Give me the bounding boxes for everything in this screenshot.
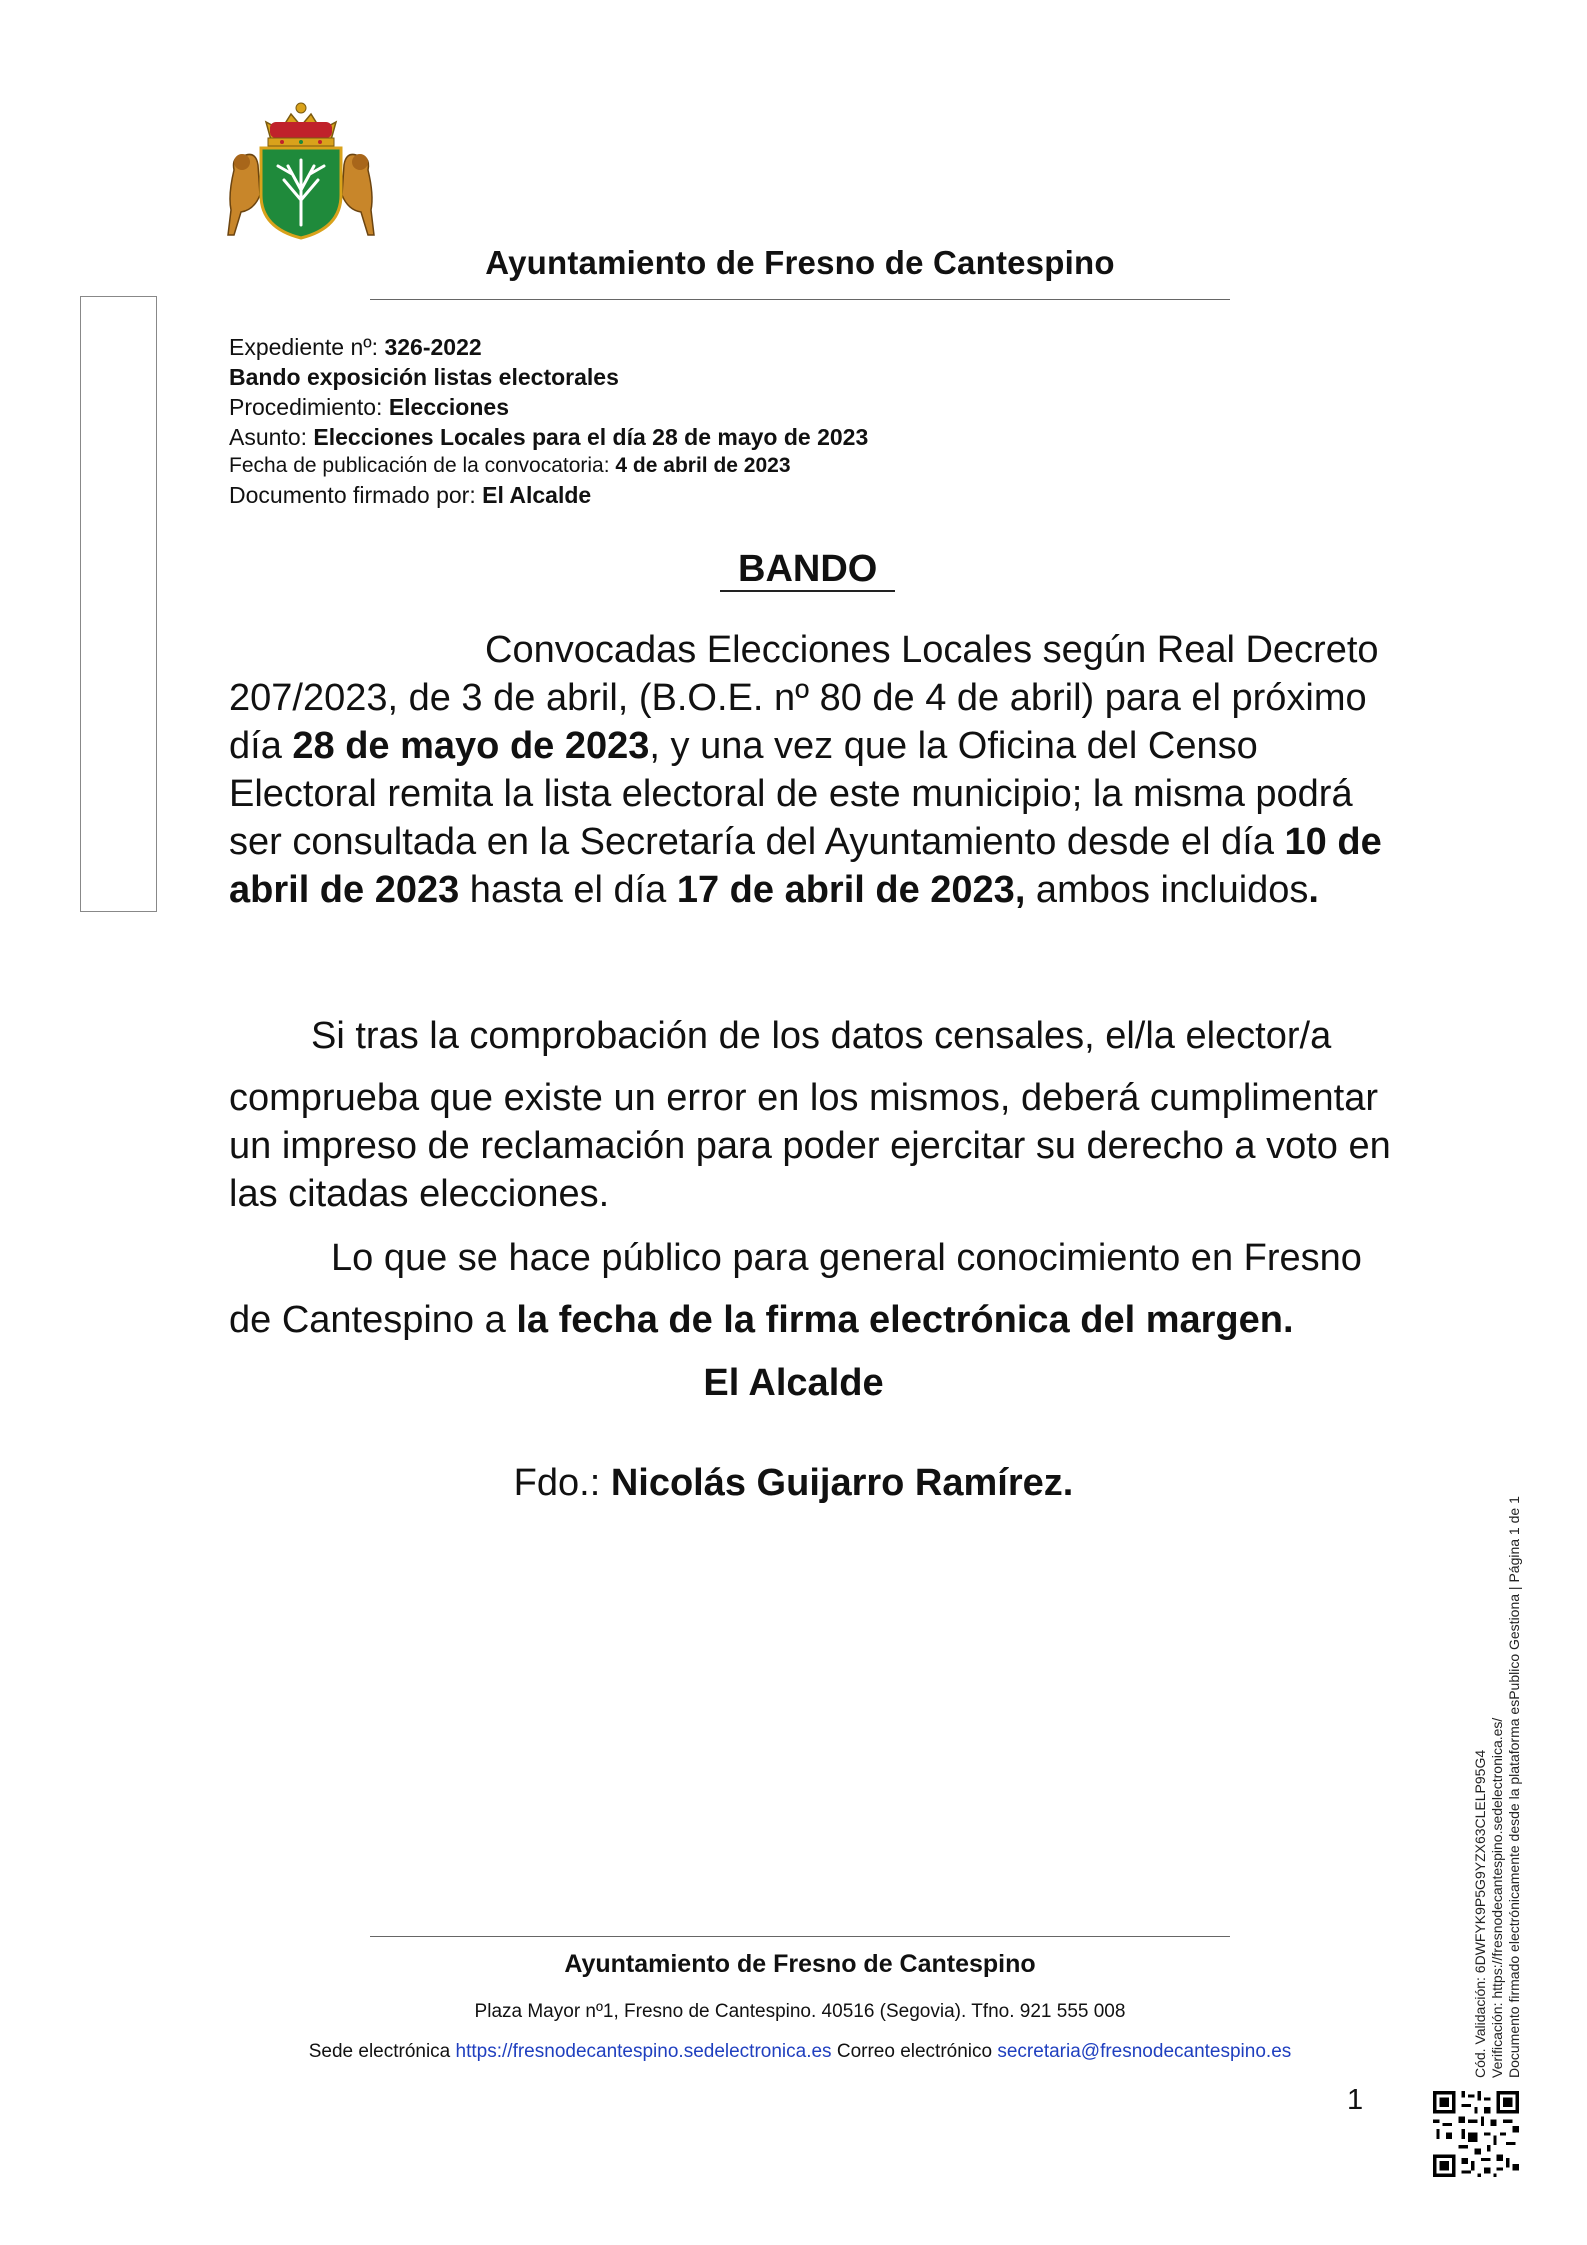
p2-rest: comprueba que existe un error en los mismos, deberá cumplimentar un impreso de reclamación para poder ejercitar su derecho a voto en las citadas elecciones. xyxy=(229,1077,1391,1215)
p1-text-c: hasta el día xyxy=(459,869,677,911)
meta-expediente-label: Expediente nº: xyxy=(229,334,385,360)
signature-name: Nicolás Guijarro Ramírez. xyxy=(610,1462,1074,1504)
meta-fecha-label: Fecha de publicación de la convocatoria: xyxy=(229,454,616,477)
footer-divider xyxy=(370,1936,1230,1937)
footer-sede-label: Sede electrónica xyxy=(308,2041,456,2062)
validation-url: Verificación: https://fresnodecantespino.sedelectronica.es/ xyxy=(1489,1717,1505,2078)
meta-bando-title xyxy=(229,362,868,392)
footer-correo-label: Correo electrónico xyxy=(831,2041,998,2062)
header-title: Ayuntamiento de Fresno de Cantespino xyxy=(485,244,1115,281)
p1-election-date: 28 de mayo de 2023 xyxy=(292,725,650,767)
signature-role: El Alcalde xyxy=(703,1362,884,1404)
bando-heading: BANDO xyxy=(720,548,895,592)
coat-of-arms-logo xyxy=(226,100,376,240)
paragraph-convocatoria xyxy=(229,626,1409,914)
page-number: 1 xyxy=(1347,2084,1364,2116)
meta-asunto-value: Elecciones Locales para el día 28 de mayo de 2023 xyxy=(313,424,869,450)
meta-procedimiento-value: Elecciones xyxy=(388,394,509,420)
meta-asunto-label: Asunto: xyxy=(229,424,314,450)
meta-procedimiento xyxy=(229,392,868,422)
p3-text-a: de Cantespino a xyxy=(229,1299,517,1341)
footer-address: Plaza Mayor nº1, Fresno de Cantespino. 40516 (Segovia). Tfno. 921 555 008 xyxy=(474,2001,1126,2022)
meta-firmado xyxy=(229,480,868,510)
footer-title: Ayuntamiento de Fresno de Cantespino xyxy=(564,1950,1036,1978)
p1-text-d: ambos incluidos xyxy=(1025,869,1309,911)
email-link[interactable]: secretaria@fresnodecantespino.es xyxy=(997,2041,1292,2062)
qr-code-icon xyxy=(1430,2088,1522,2180)
meta-asunto xyxy=(229,422,868,452)
signature-fdo-label: Fdo.: xyxy=(513,1462,611,1504)
bando-heading-wrap xyxy=(720,548,895,592)
validation-side-text xyxy=(1472,1496,1523,2078)
shield-icon xyxy=(261,148,341,238)
paragraph-reclamacion xyxy=(229,1012,1409,1218)
meta-expediente xyxy=(229,332,868,362)
validation-platform-note: Documento firmado electrónicamente desde la plataforma esPublico Gestiona | Página 1 de 1 xyxy=(1506,1496,1522,2078)
p3-text-bold: la fecha de la firma electrónica del margen. xyxy=(516,1299,1294,1341)
p1-to-date: 17 de abril de 2023, xyxy=(676,869,1026,911)
lion-left-icon xyxy=(228,154,260,235)
p3-line1: Lo que se hace público para general conocimiento en Fresno xyxy=(331,1237,1362,1279)
p1-text-a: Convocadas Elecciones Locales según Real Decreto 207/2023, de 3 de abril, (B.O.E. nº 80 de 4 de abril) para el próximo día xyxy=(229,629,1379,767)
meta-bando-title-text: Bando exposición listas electorales xyxy=(229,364,619,390)
meta-firmado-value: El Alcalde xyxy=(482,482,592,508)
header-divider xyxy=(370,299,1230,300)
signature-margin-frame xyxy=(80,296,157,912)
signature-line xyxy=(0,1462,1587,1505)
p2-line1: Si tras la comprobación de los datos censales, el/la elector/a xyxy=(311,1015,1332,1057)
document-meta xyxy=(229,332,868,510)
meta-procedimiento-label: Procedimiento: xyxy=(229,394,389,420)
sede-electronica-link[interactable]: https://fresnodecantespino.sedelectronica.es xyxy=(455,2041,832,2062)
p1-dot: . xyxy=(1308,869,1319,911)
meta-fecha-value: 4 de abril de 2023 xyxy=(615,454,791,477)
meta-firmado-label: Documento firmado por: xyxy=(229,482,483,508)
p1-text-b: , y una vez que la Oficina del Censo Electoral remita la lista electoral de este municipio; la misma podrá ser consultada en la Secretaría del Ayuntamiento desde el día xyxy=(229,725,1353,863)
lion-right-icon xyxy=(342,154,374,235)
paragraph-publicacion xyxy=(229,1234,1409,1344)
footer-links xyxy=(200,2041,1400,2063)
validation-code: Cód. Validación: 6DWFYK9P5G9YZX63CLELP95G4 xyxy=(1472,1749,1488,2078)
p1-from-date: 10 de abril de 2023 xyxy=(229,821,1382,911)
crown-icon xyxy=(266,103,336,146)
meta-fecha xyxy=(229,452,868,480)
meta-expediente-value: 326-2022 xyxy=(384,334,482,360)
